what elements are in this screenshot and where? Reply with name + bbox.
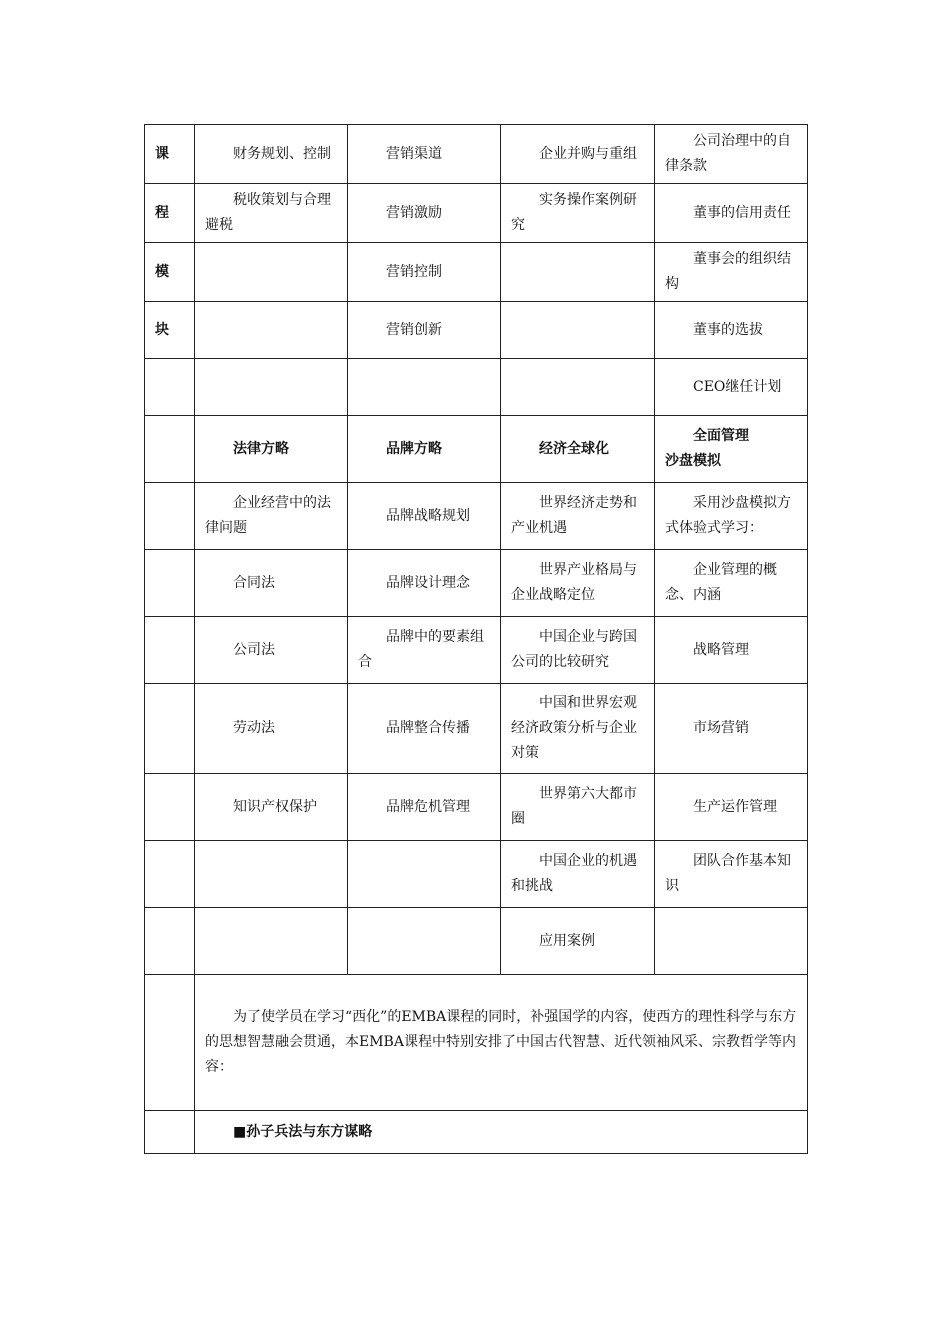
table-cell: 公司治理中的自律条款 [655,125,808,184]
table-row [145,184,808,243]
side-label-empty [145,975,195,1111]
table-cell: 董事会的组织结构 [655,243,808,302]
table-cell: 税收策划与合理避税 [195,184,348,243]
table-row [145,617,808,684]
side-label: 课 [145,125,195,184]
table-cell: 品牌战略规划 [348,483,501,550]
table-cell [348,908,501,975]
table-cell: 中国和世界宏观经济政策分析与企业对策 [501,684,655,774]
side-label-empty [145,550,195,617]
table-cell: 企业并购与重组 [501,125,655,184]
table-cell: 采用沙盘模拟方式体验式学习： [655,483,808,550]
column-header: 品牌方略 [348,416,501,483]
section-title: ■孙子兵法与东方谋略 [195,1111,808,1154]
table-row [145,774,808,841]
table-cell: 企业管理的概念、内涵 [655,550,808,617]
side-label: 程 [145,184,195,243]
table-cell: 财务规划、控制 [195,125,348,184]
side-label-empty [145,416,195,483]
table-cell: 世界经济走势和产业机遇 [501,483,655,550]
table-cell: 应用案例 [501,908,655,975]
table-cell [501,302,655,359]
table-cell: 营销控制 [348,243,501,302]
table-cell: 公司法 [195,617,348,684]
intro-paragraph: 为了使学员在学习“西化”的EMBA课程的同时，补强国学的内容，使西方的理性科学与东方的思想智慧融会贯通，本EMBA课程中特别安排了中国古代智慧、近代领袖风采、宗教哲学等内容： [195,975,808,1111]
table-cell: 世界产业格局与企业战略定位 [501,550,655,617]
table-cell [348,841,501,908]
table-row [145,550,808,617]
table-cell [195,908,348,975]
table-cell: 品牌危机管理 [348,774,501,841]
table-cell: 品牌设计理念 [348,550,501,617]
side-label: 块 [145,302,195,359]
table-cell [195,841,348,908]
table-row [145,975,808,1111]
table-cell: 品牌整合传播 [348,684,501,774]
table-row [145,841,808,908]
table-row [145,243,808,302]
column-header-line2: 沙盘模拟 [665,453,721,469]
table-row [145,1111,808,1154]
table-cell: 团队合作基本知识 [655,841,808,908]
table-cell [655,908,808,975]
table-cell [501,243,655,302]
table-cell: 中国企业与跨国公司的比较研究 [501,617,655,684]
table-cell: 企业经营中的法律问题 [195,483,348,550]
table-cell: 知识产权保护 [195,774,348,841]
side-label-empty [145,841,195,908]
side-label-empty [145,684,195,774]
column-header: 法律方略 [195,416,348,483]
table-cell: 实务操作案例研究 [501,184,655,243]
table-cell: CEO继任计划 [655,359,808,416]
side-label: 模 [145,243,195,302]
table-cell: 合同法 [195,550,348,617]
side-label-empty [145,617,195,684]
table-cell: 劳动法 [195,684,348,774]
column-header: 经济全球化 [501,416,655,483]
course-module-table [144,124,808,1154]
table-row [145,125,808,184]
side-label-empty [145,483,195,550]
table-cell: 营销创新 [348,302,501,359]
table-row [145,908,808,975]
table-cell [348,359,501,416]
table-row [145,359,808,416]
table-cell: 世界第六大都市圈 [501,774,655,841]
table-cell: 中国企业的机遇和挑战 [501,841,655,908]
table-cell [195,243,348,302]
table-header-row [145,416,808,483]
table-cell: 董事的选拔 [655,302,808,359]
table-cell [195,302,348,359]
side-label-empty [145,908,195,975]
side-label-empty [145,359,195,416]
table-cell [501,359,655,416]
side-label-empty [145,774,195,841]
side-label-empty [145,1111,195,1154]
table-cell [195,359,348,416]
column-header-line1: 全面管理 [693,428,749,444]
table-cell: 营销渠道 [348,125,501,184]
table-cell: 战略管理 [655,617,808,684]
table-cell: 生产运作管理 [655,774,808,841]
table-row [145,302,808,359]
table-cell: 董事的信用责任 [655,184,808,243]
table-cell: 市场营销 [655,684,808,774]
table-row [145,684,808,774]
table-cell: 营销激励 [348,184,501,243]
table-row [145,483,808,550]
table-cell: 品牌中的要素组合 [348,617,501,684]
column-header [655,416,808,483]
